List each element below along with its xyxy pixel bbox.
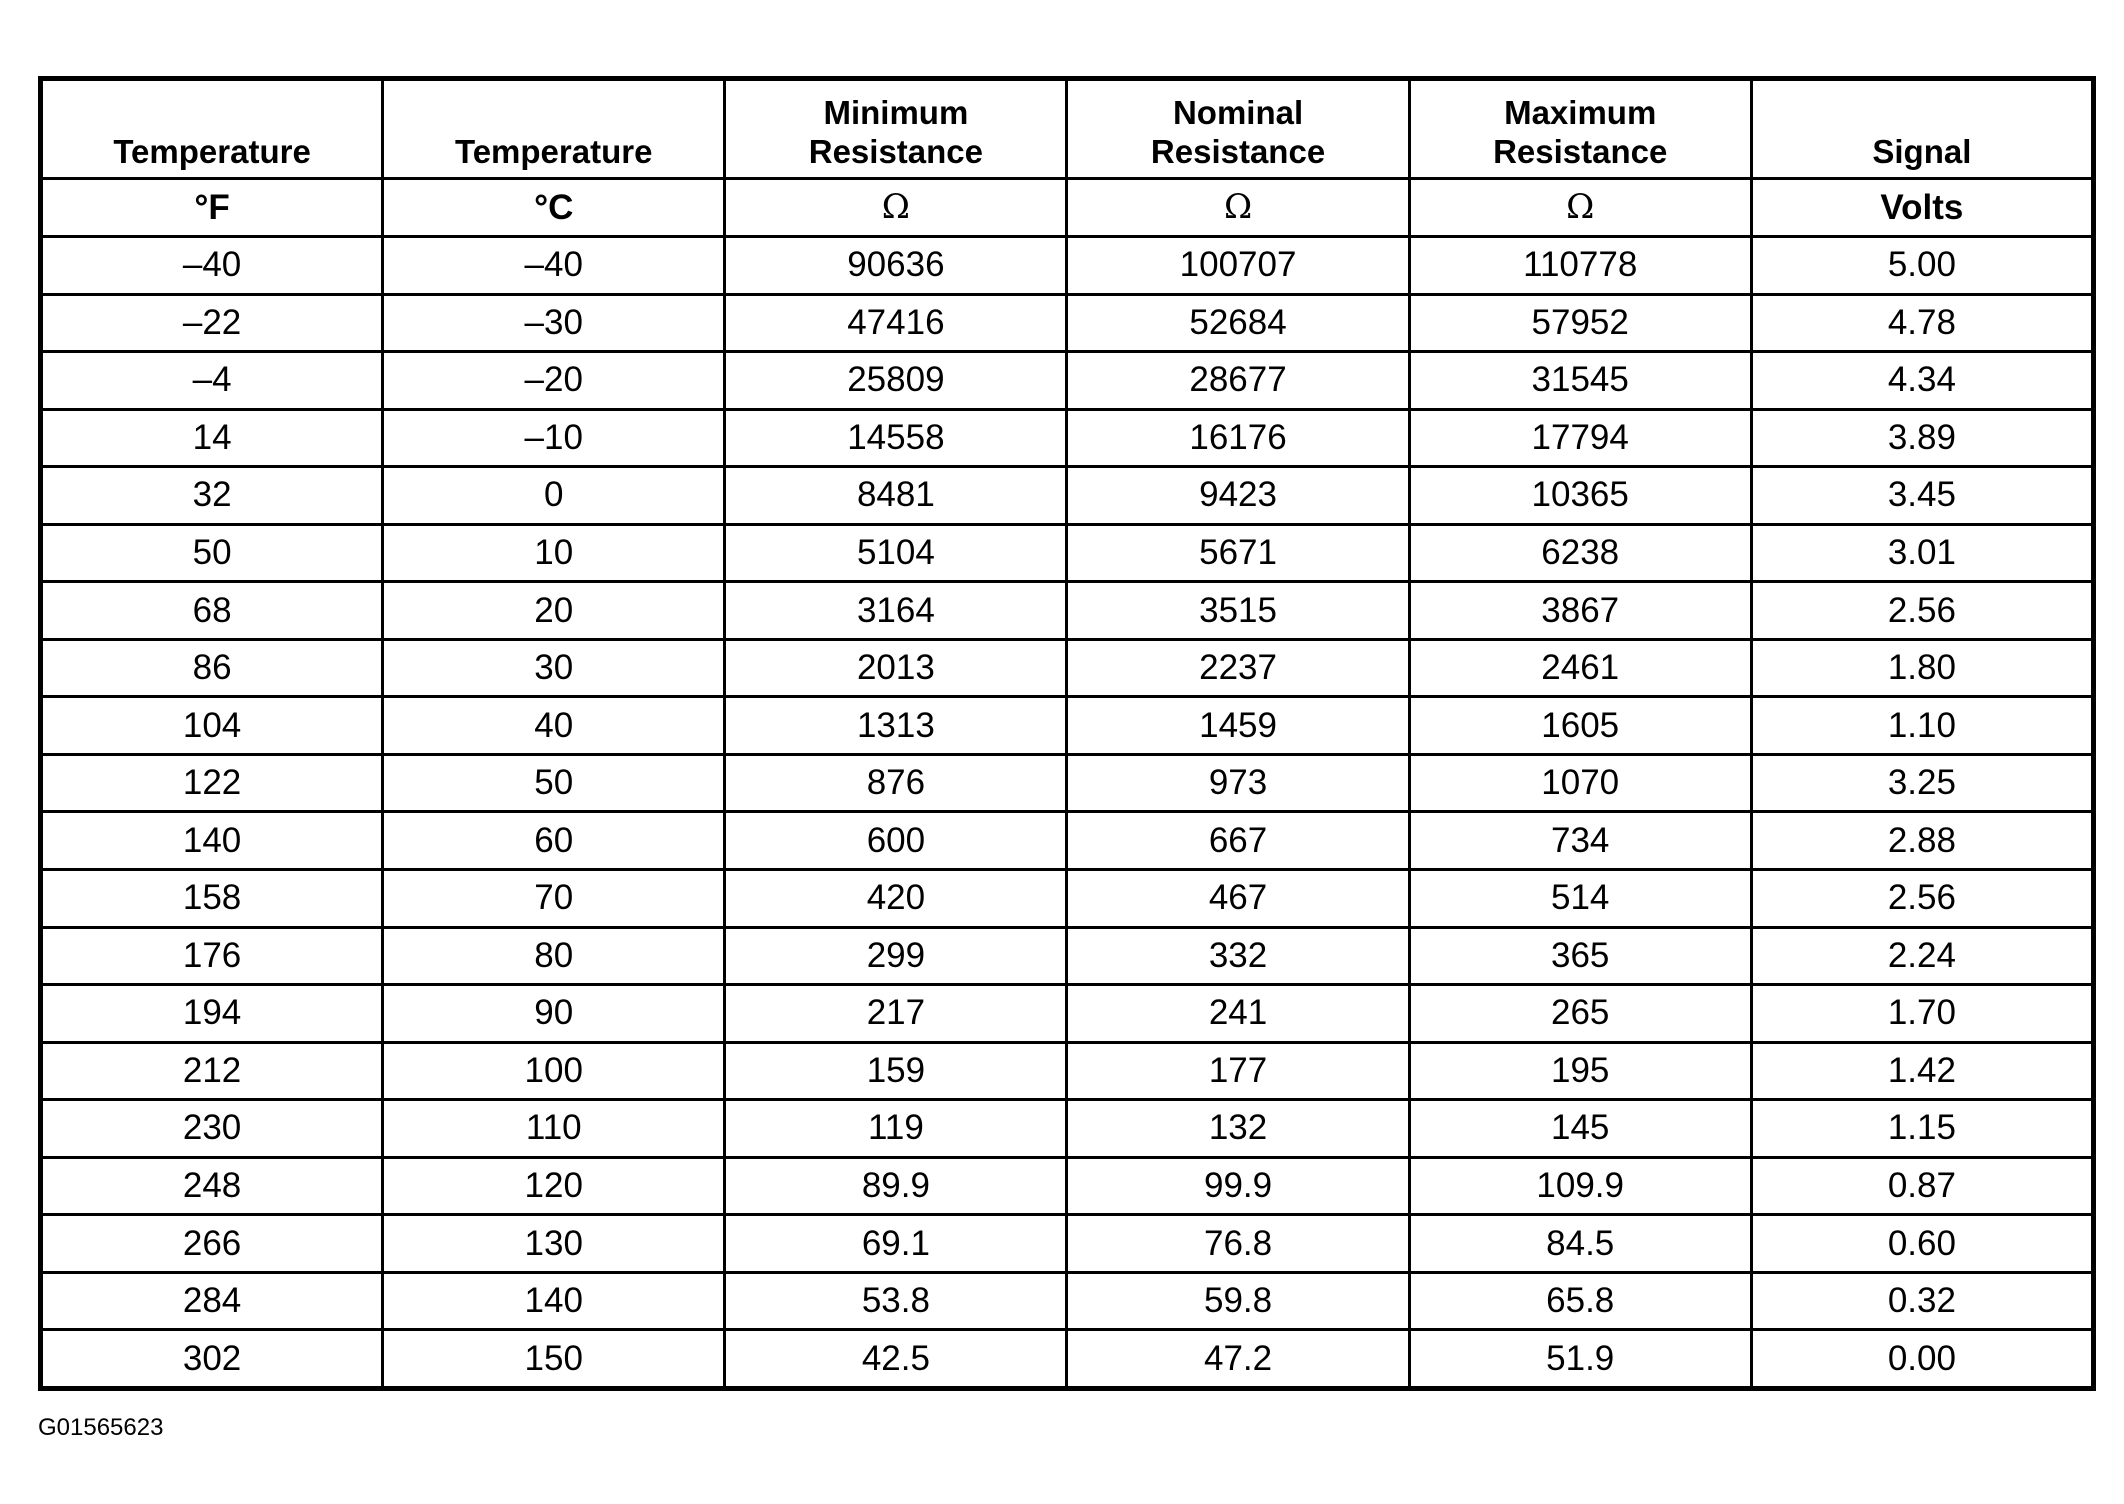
table-row xyxy=(41,927,2094,985)
table-row xyxy=(41,639,2094,697)
min-resistance-cell: 25809 xyxy=(725,352,1067,410)
temp-f-cell: –4 xyxy=(41,352,383,410)
max-resistance-cell: 17794 xyxy=(1409,409,1751,467)
nominal-resistance-cell: 132 xyxy=(1067,1100,1409,1158)
signal-volts-cell: 0.60 xyxy=(1751,1215,2093,1273)
nominal-resistance-cell: 241 xyxy=(1067,985,1409,1043)
temp-f-cell: 248 xyxy=(41,1157,383,1215)
nominal-resistance-cell: 76.8 xyxy=(1067,1215,1409,1273)
max-resistance-cell: 57952 xyxy=(1409,294,1751,352)
header-row xyxy=(41,79,2094,179)
temp-f-cell: 302 xyxy=(41,1330,383,1389)
max-resistance-cell: 145 xyxy=(1409,1100,1751,1158)
table-row xyxy=(41,985,2094,1043)
temp-c-cell: 140 xyxy=(383,1272,725,1330)
header-temperature-f xyxy=(41,79,383,179)
nominal-resistance-cell: 100707 xyxy=(1067,237,1409,295)
figure-code: G01565623 xyxy=(38,1414,164,1441)
header-line: Resistance xyxy=(1493,133,1668,170)
temp-f-cell: 122 xyxy=(41,754,383,812)
table-row xyxy=(41,582,2094,640)
temp-f-cell: 284 xyxy=(41,1272,383,1330)
max-resistance-cell: 195 xyxy=(1409,1042,1751,1100)
min-resistance-cell: 69.1 xyxy=(725,1215,1067,1273)
temp-c-cell: 30 xyxy=(383,639,725,697)
temp-f-cell: 104 xyxy=(41,697,383,755)
header-line: Temperature xyxy=(113,133,311,170)
min-resistance-cell: 600 xyxy=(725,812,1067,870)
temp-c-cell: 60 xyxy=(383,812,725,870)
temp-f-cell: –40 xyxy=(41,237,383,295)
max-resistance-cell: 31545 xyxy=(1409,352,1751,410)
signal-volts-cell: 2.56 xyxy=(1751,582,2093,640)
min-resistance-cell: 53.8 xyxy=(725,1272,1067,1330)
signal-volts-cell: 3.45 xyxy=(1751,467,2093,525)
signal-volts-cell: 2.88 xyxy=(1751,812,2093,870)
signal-volts-cell: 5.00 xyxy=(1751,237,2093,295)
min-resistance-cell: 1313 xyxy=(725,697,1067,755)
temp-f-cell: 194 xyxy=(41,985,383,1043)
table-row xyxy=(41,754,2094,812)
signal-volts-cell: 0.00 xyxy=(1751,1330,2093,1389)
signal-volts-cell: 3.01 xyxy=(1751,524,2093,582)
min-resistance-cell: 299 xyxy=(725,927,1067,985)
header-temperature-c xyxy=(383,79,725,179)
temp-c-cell: –40 xyxy=(383,237,725,295)
temp-c-cell: 70 xyxy=(383,870,725,928)
header-nominal-resistance xyxy=(1067,79,1409,179)
temp-c-cell: 150 xyxy=(383,1330,725,1389)
spec-table-container xyxy=(38,76,2096,1391)
min-resistance-cell: 159 xyxy=(725,1042,1067,1100)
temp-f-cell: 158 xyxy=(41,870,383,928)
unit-ohm-min: Ω xyxy=(725,179,1067,237)
min-resistance-cell: 8481 xyxy=(725,467,1067,525)
signal-volts-cell: 1.10 xyxy=(1751,697,2093,755)
temp-f-cell: –22 xyxy=(41,294,383,352)
header-line: Signal xyxy=(1872,133,1972,170)
nominal-resistance-cell: 9423 xyxy=(1067,467,1409,525)
max-resistance-cell: 1070 xyxy=(1409,754,1751,812)
temp-c-cell: 90 xyxy=(383,985,725,1043)
max-resistance-cell: 84.5 xyxy=(1409,1215,1751,1273)
table-row xyxy=(41,1215,2094,1273)
signal-volts-cell: 1.80 xyxy=(1751,639,2093,697)
header-line: Minimum xyxy=(823,94,969,131)
header-minimum-resistance xyxy=(725,79,1067,179)
min-resistance-cell: 89.9 xyxy=(725,1157,1067,1215)
nominal-resistance-cell: 1459 xyxy=(1067,697,1409,755)
nominal-resistance-cell: 5671 xyxy=(1067,524,1409,582)
table-row xyxy=(41,1100,2094,1158)
table-row xyxy=(41,294,2094,352)
table-row xyxy=(41,1042,2094,1100)
unit-volts: Volts xyxy=(1751,179,2093,237)
temp-f-cell: 266 xyxy=(41,1215,383,1273)
min-resistance-cell: 42.5 xyxy=(725,1330,1067,1389)
max-resistance-cell: 2461 xyxy=(1409,639,1751,697)
max-resistance-cell: 734 xyxy=(1409,812,1751,870)
table-row xyxy=(41,697,2094,755)
header-line: Nominal xyxy=(1172,94,1304,131)
temp-c-cell: 40 xyxy=(383,697,725,755)
table-row xyxy=(41,524,2094,582)
temp-f-cell: 32 xyxy=(41,467,383,525)
temp-c-cell: –10 xyxy=(383,409,725,467)
signal-volts-cell: 4.34 xyxy=(1751,352,2093,410)
table-row xyxy=(41,352,2094,410)
nominal-resistance-cell: 59.8 xyxy=(1067,1272,1409,1330)
nominal-resistance-cell: 467 xyxy=(1067,870,1409,928)
table-row xyxy=(41,409,2094,467)
min-resistance-cell: 47416 xyxy=(725,294,1067,352)
temp-c-cell: 100 xyxy=(383,1042,725,1100)
signal-volts-cell: 1.15 xyxy=(1751,1100,2093,1158)
min-resistance-cell: 5104 xyxy=(725,524,1067,582)
signal-volts-cell: 3.89 xyxy=(1751,409,2093,467)
temp-f-cell: 140 xyxy=(41,812,383,870)
temp-f-cell: 86 xyxy=(41,639,383,697)
min-resistance-cell: 3164 xyxy=(725,582,1067,640)
signal-volts-cell: 0.32 xyxy=(1751,1272,2093,1330)
temp-c-cell: 80 xyxy=(383,927,725,985)
nominal-resistance-cell: 47.2 xyxy=(1067,1330,1409,1389)
temp-c-cell: –20 xyxy=(383,352,725,410)
temp-c-cell: 10 xyxy=(383,524,725,582)
table-row xyxy=(41,237,2094,295)
temp-f-cell: 68 xyxy=(41,582,383,640)
max-resistance-cell: 51.9 xyxy=(1409,1330,1751,1389)
max-resistance-cell: 110778 xyxy=(1409,237,1751,295)
sensor-resistance-table xyxy=(38,76,2096,1391)
unit-row xyxy=(41,179,2094,237)
signal-volts-cell: 4.78 xyxy=(1751,294,2093,352)
max-resistance-cell: 3867 xyxy=(1409,582,1751,640)
nominal-resistance-cell: 973 xyxy=(1067,754,1409,812)
temp-c-cell: 120 xyxy=(383,1157,725,1215)
temp-c-cell: 0 xyxy=(383,467,725,525)
nominal-resistance-cell: 332 xyxy=(1067,927,1409,985)
header-maximum-resistance xyxy=(1409,79,1751,179)
max-resistance-cell: 265 xyxy=(1409,985,1751,1043)
temp-f-cell: 14 xyxy=(41,409,383,467)
nominal-resistance-cell: 52684 xyxy=(1067,294,1409,352)
nominal-resistance-cell: 2237 xyxy=(1067,639,1409,697)
signal-volts-cell: 2.56 xyxy=(1751,870,2093,928)
max-resistance-cell: 365 xyxy=(1409,927,1751,985)
max-resistance-cell: 6238 xyxy=(1409,524,1751,582)
temp-f-cell: 176 xyxy=(41,927,383,985)
temp-c-cell: 20 xyxy=(383,582,725,640)
table-row xyxy=(41,467,2094,525)
table-row xyxy=(41,1272,2094,1330)
temp-c-cell: 50 xyxy=(383,754,725,812)
nominal-resistance-cell: 28677 xyxy=(1067,352,1409,410)
max-resistance-cell: 10365 xyxy=(1409,467,1751,525)
temp-f-cell: 230 xyxy=(41,1100,383,1158)
temp-c-cell: 110 xyxy=(383,1100,725,1158)
min-resistance-cell: 90636 xyxy=(725,237,1067,295)
table-row xyxy=(41,870,2094,928)
min-resistance-cell: 14558 xyxy=(725,409,1067,467)
unit-ohm-max: Ω xyxy=(1409,179,1751,237)
unit-celsius: °C xyxy=(383,179,725,237)
max-resistance-cell: 109.9 xyxy=(1409,1157,1751,1215)
table-row xyxy=(41,812,2094,870)
max-resistance-cell: 65.8 xyxy=(1409,1272,1751,1330)
signal-volts-cell: 1.70 xyxy=(1751,985,2093,1043)
temp-c-cell: –30 xyxy=(383,294,725,352)
min-resistance-cell: 420 xyxy=(725,870,1067,928)
temp-f-cell: 50 xyxy=(41,524,383,582)
header-line: Maximum xyxy=(1504,94,1657,131)
signal-volts-cell: 3.25 xyxy=(1751,754,2093,812)
max-resistance-cell: 1605 xyxy=(1409,697,1751,755)
table-row xyxy=(41,1330,2094,1389)
min-resistance-cell: 876 xyxy=(725,754,1067,812)
min-resistance-cell: 2013 xyxy=(725,639,1067,697)
table-row xyxy=(41,1157,2094,1215)
temp-c-cell: 130 xyxy=(383,1215,725,1273)
header-signal xyxy=(1751,79,2093,179)
nominal-resistance-cell: 99.9 xyxy=(1067,1157,1409,1215)
nominal-resistance-cell: 667 xyxy=(1067,812,1409,870)
signal-volts-cell: 2.24 xyxy=(1751,927,2093,985)
temp-f-cell: 212 xyxy=(41,1042,383,1100)
table-body xyxy=(41,237,2094,1389)
min-resistance-cell: 119 xyxy=(725,1100,1067,1158)
signal-volts-cell: 1.42 xyxy=(1751,1042,2093,1100)
nominal-resistance-cell: 3515 xyxy=(1067,582,1409,640)
nominal-resistance-cell: 16176 xyxy=(1067,409,1409,467)
header-line: Temperature xyxy=(455,133,653,170)
header-line: Resistance xyxy=(808,133,984,170)
unit-fahrenheit: °F xyxy=(41,179,383,237)
header-line: Resistance xyxy=(1150,133,1326,170)
max-resistance-cell: 514 xyxy=(1409,870,1751,928)
nominal-resistance-cell: 177 xyxy=(1067,1042,1409,1100)
min-resistance-cell: 217 xyxy=(725,985,1067,1043)
unit-ohm-nominal: Ω xyxy=(1067,179,1409,237)
signal-volts-cell: 0.87 xyxy=(1751,1157,2093,1215)
